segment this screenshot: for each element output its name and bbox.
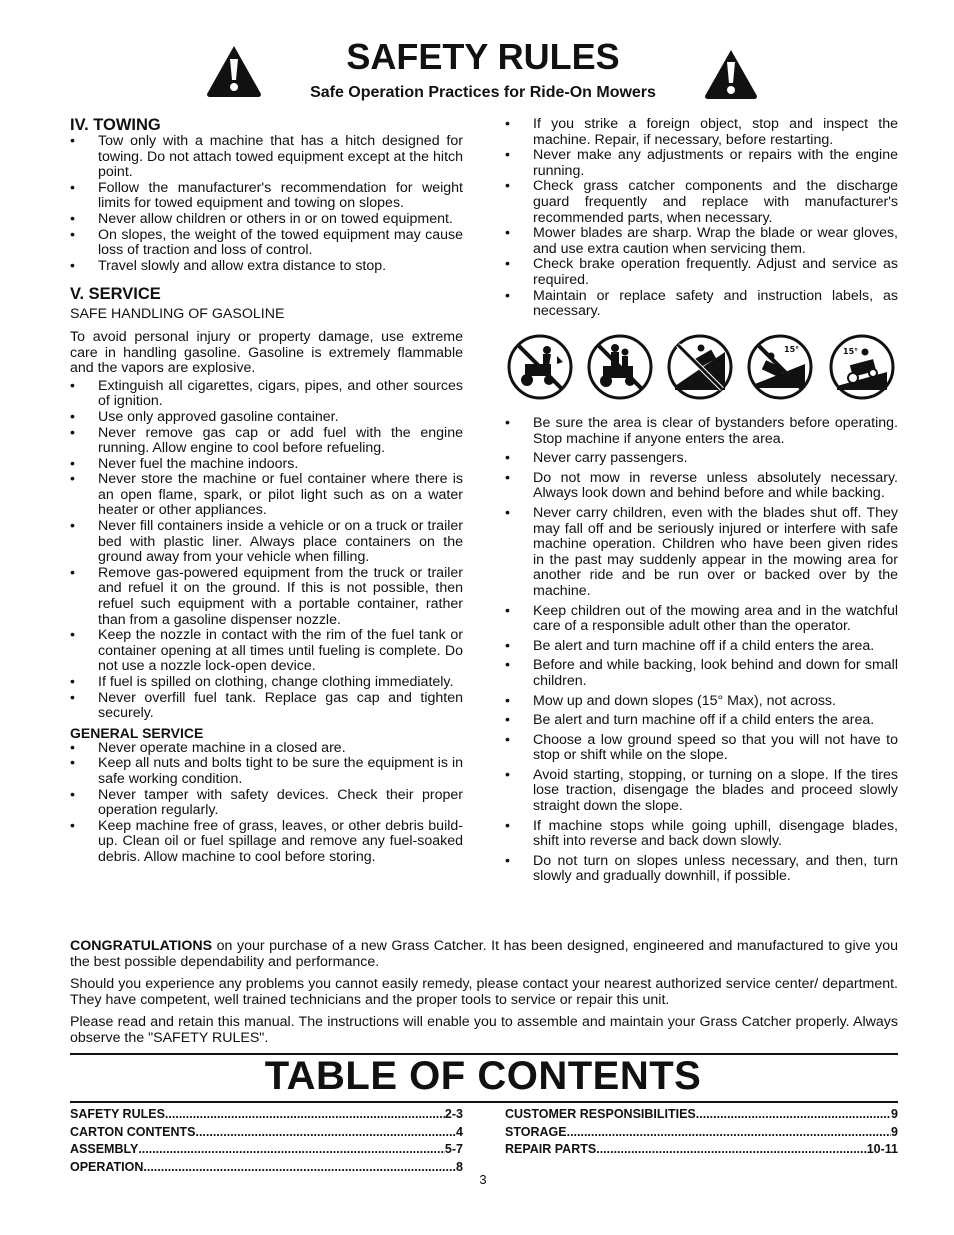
list-item: • On slopes, the weight of the towed equipment may cause loss of traction and loss of control. bbox=[70, 228, 463, 259]
list-item: • If machine stops while going uphill, disengage blades, shift into reverse and back down slowly. bbox=[505, 819, 898, 850]
slope-max-label: 15° bbox=[843, 347, 859, 356]
toc-entry-page: 9 bbox=[891, 1107, 898, 1121]
list-item: • Use only approved gasoline container. bbox=[70, 410, 463, 426]
gasoline-subheading: SAFE HANDLING OF GASOLINE bbox=[70, 306, 285, 323]
toc-entry-page: 8 bbox=[456, 1159, 463, 1174]
list-item: • Remove gas-powered equipment from the truck or trailer and refuel it on the ground. If this is not possible, then refuel such equipment with a portable container, rather than from a gasoline dispenser nozzle. bbox=[70, 566, 463, 628]
list-item: • Follow the manufacturer's recommendation for weight limits for towed equipment and towing on slopes. bbox=[70, 181, 463, 212]
list-item: • Never overfill fuel tank. Replace gas cap and tighten securely. bbox=[70, 691, 463, 722]
page-title: SAFETY RULES bbox=[346, 36, 620, 77]
list-item: • Mower blades are sharp. Wrap the blade or wear gloves, and use extra caution when servicing them. bbox=[505, 226, 898, 257]
toc-entry-page: 4 bbox=[456, 1124, 463, 1139]
no-slope-turn-icon bbox=[747, 334, 813, 400]
list-item: • Do not turn on slopes unless necessary, and then, turn slowly and gradually downhill, if possible. bbox=[505, 854, 898, 885]
list-item: • Never fill containers inside a vehicle or on a truck or trailer bed with plastic liner. Always place containers on the ground away from your vehicle when filling. bbox=[70, 519, 463, 566]
list-item: • Be alert and turn machine off if a child enters the area. bbox=[505, 713, 898, 729]
list-item: • Maintain or replace safety and instruction labels, as necessary. bbox=[505, 289, 898, 320]
toc-entry-label: STORAGE bbox=[505, 1124, 567, 1139]
list-item: • Before and while backing, look behind and down for small children. bbox=[505, 658, 898, 689]
list-item: • Choose a low ground speed so that you will not have to stop or shift while on the slope. bbox=[505, 733, 898, 764]
list-item: • Never store the machine or fuel container where there is an open flame, spark, or pilot light such as on a water heater or other appliances. bbox=[70, 472, 463, 519]
list-item: • Check brake operation frequently. Adjust and service as required. bbox=[505, 257, 898, 288]
gasoline-list bbox=[70, 379, 463, 722]
list-item: • Extinguish all cigarettes, cigars, pipes, and other sources of ignition. bbox=[70, 379, 463, 410]
right-column-bottom bbox=[505, 416, 898, 885]
toc-entry-label: CUSTOMER RESPONSIBILITIES bbox=[505, 1107, 696, 1121]
toc-entry-page: 2-3 bbox=[444, 1107, 463, 1121]
toc-entry[interactable] bbox=[70, 1141, 463, 1159]
service-contact-paragraph: Should you experience any problems you cannot easily remedy, please contact your nearest authorized service center/ department. They have competent, well trained technicians and the proper tools to service or repair this unit. bbox=[70, 976, 898, 1008]
no-passengers-icon bbox=[587, 334, 653, 400]
toc-entry-page: 10-11 bbox=[866, 1142, 898, 1156]
slope-max-icon bbox=[829, 334, 895, 400]
list-item: • If you strike a foreign object, stop and inspect the machine. Repair, if necessary, before restarting. bbox=[505, 117, 898, 148]
no-bystanders-icon bbox=[507, 334, 573, 400]
toc-entry-label: ASSEMBLY bbox=[70, 1142, 139, 1156]
gasoline-intro: To avoid personal injury or property damage, use extreme care in handling gasoline. Gasoline is extremely flammable and the vapors are explosive. bbox=[70, 328, 463, 377]
left-column bbox=[70, 116, 463, 866]
list-item: • Keep machine free of grass, leaves, or other debris build-up. Clean oil or fuel spillage and remove any fuel-soaked debris. Allow machine to cool before storing. bbox=[70, 819, 463, 866]
toc-entry-label: OPERATION bbox=[70, 1159, 144, 1174]
toc-entry-label: CARTON CONTENTS bbox=[70, 1124, 196, 1139]
toc-right bbox=[505, 1106, 898, 1159]
service-heading: V. SERVICE bbox=[70, 285, 161, 304]
toc-entry-page: 9 bbox=[891, 1124, 898, 1139]
toc-title: TABLE OF CONTENTS bbox=[264, 1054, 702, 1098]
toc-entry[interactable] bbox=[505, 1106, 898, 1124]
general-service-heading: GENERAL SERVICE bbox=[70, 724, 204, 741]
toc-left bbox=[70, 1106, 463, 1176]
list-item: • Never carry passengers. bbox=[505, 451, 898, 467]
list-item: • Mow up and down slopes (15° Max), not across. bbox=[505, 694, 898, 710]
congratulations-paragraph bbox=[70, 939, 898, 970]
list-item: • Check grass catcher components and the discharge guard frequently and replace with manufacturer's recommended parts, when necessary. bbox=[505, 179, 898, 226]
list-item: • Never tamper with safety devices. Check their proper operation regularly. bbox=[70, 788, 463, 819]
list-item: • If fuel is spilled on clothing, change clothing immediately. bbox=[70, 675, 463, 691]
retain-manual-paragraph: Please read and retain this manual. The instructions will enable you to assemble and maintain your Grass Catcher properly. Always observe the "SAFETY RULES". bbox=[70, 1014, 898, 1046]
list-item: • Never allow children or others in or on towed equipment. bbox=[70, 212, 463, 228]
list-item: • Travel slowly and allow extra distance to stop. bbox=[70, 259, 463, 275]
page-number: 3 bbox=[479, 1172, 487, 1187]
list-item: • Never carry children, even with the blades shut off. They may fall off and be seriously injured or interfere with safe machine operation. Children who have been given rides in the past may suddenly appear in the mowing area for another ride and be run over or backed over by the machine. bbox=[505, 506, 898, 600]
towing-heading: IV. TOWING bbox=[70, 116, 161, 134]
list-item: • Keep children out of the mowing area and in the watchful care of a responsible adult other than the operator. bbox=[505, 604, 898, 635]
general-service-list bbox=[70, 741, 463, 866]
list-item: • Keep the nozzle in contact with the rim of the fuel tank or container opening at all times until fueling is complete. Do not use a nozzle lock-open device. bbox=[70, 628, 463, 675]
congratulations-text: on your purchase of a new Grass Catcher. It has been designed, engineered and manufactured to give you the best possible dependability and performance. bbox=[70, 938, 898, 970]
toc-entry[interactable] bbox=[70, 1124, 463, 1142]
towing-list bbox=[70, 134, 463, 274]
list-item: • Tow only with a machine that has a hitch designed for towing. Do not attach towed equipment except at the hitch point. bbox=[70, 134, 463, 181]
list-item: • Never remove gas cap or add fuel with the engine running. Allow engine to cool before refueling. bbox=[70, 426, 463, 457]
list-item: • Be sure the area is clear of bystanders before operating. Stop machine if anyone enters the area. bbox=[505, 416, 898, 447]
page-subtitle: Safe Operation Practices for Ride-On Mowers bbox=[310, 84, 656, 101]
list-item: • Never operate machine in a closed are. bbox=[70, 741, 463, 757]
toc-entry-label: SAFETY RULES bbox=[70, 1107, 165, 1121]
toc-entry[interactable] bbox=[505, 1141, 898, 1159]
toc-entry[interactable] bbox=[505, 1124, 898, 1142]
no-steep-slope-icon bbox=[667, 334, 733, 400]
service-tips-list bbox=[505, 117, 898, 320]
congratulations-label: CONGRATULATIONS bbox=[70, 938, 213, 954]
list-item: • Do not mow in reverse unless absolutely necessary. Always look down and behind before and while backing. bbox=[505, 471, 898, 502]
operation-safety-list bbox=[505, 416, 898, 885]
slope-angle-label: 15° bbox=[784, 345, 800, 354]
list-item: • Never make any adjustments or repairs with the engine running. bbox=[505, 148, 898, 179]
list-item: • Never fuel the machine indoors. bbox=[70, 457, 463, 473]
toc-entry[interactable] bbox=[70, 1106, 463, 1124]
toc-entry-page: 5-7 bbox=[444, 1142, 463, 1156]
list-item: • Be alert and turn machine off if a child enters the area. bbox=[505, 639, 898, 655]
list-item: • Keep all nuts and bolts tight to be sure the equipment is in safe working condition. bbox=[70, 756, 463, 787]
divider bbox=[70, 1101, 898, 1103]
right-column-top bbox=[505, 117, 898, 320]
toc-entry-label: REPAIR PARTS bbox=[505, 1142, 597, 1156]
list-item: • Avoid starting, stopping, or turning on a slope. If the tires lose traction, disengage the blades and proceed slowly straight down the slope. bbox=[505, 768, 898, 815]
